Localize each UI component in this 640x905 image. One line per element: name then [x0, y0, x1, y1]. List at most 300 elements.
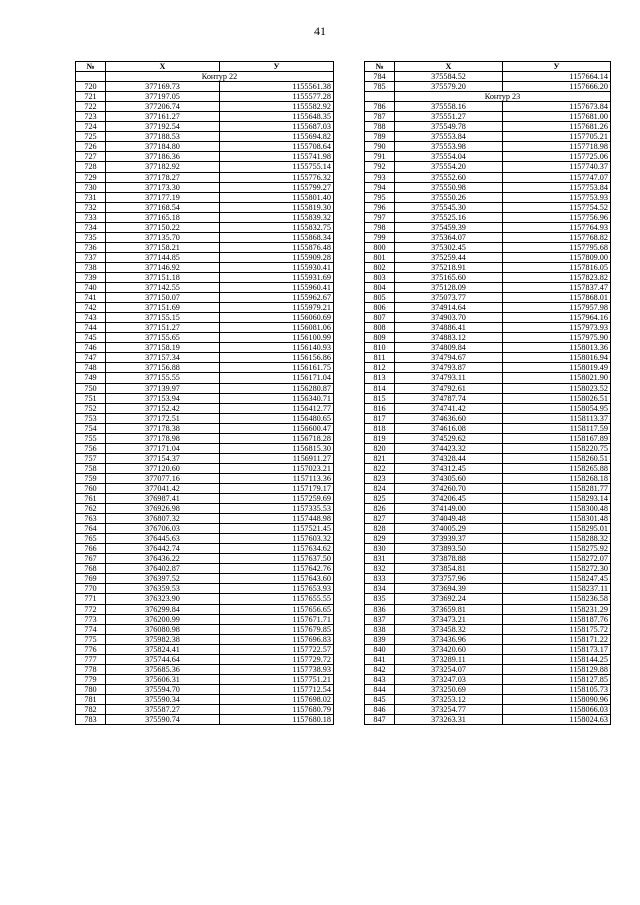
x-coordinate: 375554.20 — [395, 162, 503, 172]
x-coordinate: 377120.60 — [106, 463, 220, 473]
point-number: 790 — [365, 142, 395, 152]
y-coordinate: 1157680.18 — [220, 715, 334, 725]
y-coordinate: 1157656.65 — [220, 604, 334, 614]
y-coordinate: 1157837.47 — [503, 283, 611, 293]
contour-label: Контур 22 — [106, 72, 334, 82]
x-coordinate: 377135.70 — [106, 232, 220, 242]
table-row — [76, 132, 334, 142]
y-coordinate: 1156171.04 — [220, 373, 334, 383]
y-coordinate: 1158019.49 — [503, 363, 611, 373]
x-coordinate: 374883.12 — [395, 333, 503, 343]
point-number: 808 — [365, 323, 395, 333]
point-number: 771 — [76, 594, 106, 604]
x-coordinate: 374886.41 — [395, 323, 503, 333]
y-coordinate: 1157957.98 — [503, 303, 611, 313]
x-coordinate: 377077.16 — [106, 473, 220, 483]
point-number: 820 — [365, 443, 395, 453]
x-coordinate: 377197.05 — [106, 92, 220, 102]
x-coordinate: 375459.39 — [395, 222, 503, 232]
point-number: 724 — [76, 122, 106, 132]
table-row — [365, 443, 611, 453]
x-coordinate: 375128.09 — [395, 283, 503, 293]
point-number: 845 — [365, 694, 395, 704]
x-coordinate: 376442.74 — [106, 544, 220, 554]
point-number: 812 — [365, 363, 395, 373]
table-row — [365, 112, 611, 122]
table-row — [76, 413, 334, 423]
table-row — [76, 323, 334, 333]
point-number: 838 — [365, 624, 395, 634]
contour-header-row — [76, 72, 334, 82]
y-coordinate: 1157681.00 — [503, 112, 611, 122]
x-coordinate: 373854.81 — [395, 564, 503, 574]
point-number: 783 — [76, 715, 106, 725]
y-coordinate: 1157664.14 — [503, 72, 611, 82]
point-number: 759 — [76, 473, 106, 483]
point-number: 794 — [365, 182, 395, 192]
y-coordinate: 1158265.88 — [503, 463, 611, 473]
point-number: 753 — [76, 413, 106, 423]
x-coordinate: 373436.96 — [395, 634, 503, 644]
x-coordinate: 374792.61 — [395, 383, 503, 393]
point-number: 825 — [365, 494, 395, 504]
x-coordinate: 374312.45 — [395, 463, 503, 473]
point-number: 829 — [365, 534, 395, 544]
y-coordinate: 1158293.14 — [503, 494, 611, 504]
point-number: 796 — [365, 202, 395, 212]
y-coordinate: 1156060.69 — [220, 313, 334, 323]
x-coordinate: 375550.98 — [395, 182, 503, 192]
point-number: 832 — [365, 564, 395, 574]
y-coordinate: 1158023.52 — [503, 383, 611, 393]
point-number: 793 — [365, 172, 395, 182]
y-coordinate: 1155832.75 — [220, 222, 334, 232]
point-number: 772 — [76, 604, 106, 614]
x-coordinate: 377178.98 — [106, 433, 220, 443]
table-row — [365, 564, 611, 574]
y-coordinate: 1155577.28 — [220, 92, 334, 102]
y-coordinate: 1155868.34 — [220, 232, 334, 242]
x-coordinate: 377157.34 — [106, 353, 220, 363]
y-coordinate: 1158175.72 — [503, 624, 611, 634]
table-row — [76, 343, 334, 353]
y-coordinate: 1155687.03 — [220, 122, 334, 132]
table-row — [76, 524, 334, 534]
y-coordinate: 1157964.16 — [503, 313, 611, 323]
x-coordinate: 377150.07 — [106, 293, 220, 303]
x-coordinate: 373250.69 — [395, 684, 503, 694]
y-coordinate: 1155776.32 — [220, 172, 334, 182]
y-coordinate: 1156280.87 — [220, 383, 334, 393]
x-coordinate: 375982.38 — [106, 634, 220, 644]
x-coordinate: 377152.42 — [106, 403, 220, 413]
point-number: 823 — [365, 473, 395, 483]
point-number: 742 — [76, 303, 106, 313]
x-coordinate: 375218.91 — [395, 262, 503, 272]
y-coordinate: 1158288.32 — [503, 534, 611, 544]
x-coordinate: 374049.48 — [395, 514, 503, 524]
x-coordinate: 377155.55 — [106, 373, 220, 383]
point-number: 846 — [365, 705, 395, 715]
table-row — [76, 514, 334, 524]
point-number: 748 — [76, 363, 106, 373]
point-number: 780 — [76, 684, 106, 694]
y-coordinate: 1157816.05 — [503, 262, 611, 272]
x-coordinate: 377178.38 — [106, 423, 220, 433]
y-coordinate: 1158300.48 — [503, 504, 611, 514]
table-row — [365, 453, 611, 463]
point-number: 736 — [76, 242, 106, 252]
y-coordinate: 1157679.85 — [220, 624, 334, 634]
table-row — [76, 383, 334, 393]
point-number: 721 — [76, 92, 106, 102]
table-row — [76, 192, 334, 202]
table-row — [76, 333, 334, 343]
point-number: 766 — [76, 544, 106, 554]
table-row — [365, 373, 611, 383]
y-coordinate: 1158260.51 — [503, 453, 611, 463]
point-number: 809 — [365, 333, 395, 343]
point-number: 792 — [365, 162, 395, 172]
y-coordinate: 1158281.77 — [503, 483, 611, 493]
table-row — [76, 634, 334, 644]
table-row — [76, 584, 334, 594]
y-coordinate: 1157768.82 — [503, 232, 611, 242]
x-coordinate: 375824.41 — [106, 644, 220, 654]
y-coordinate: 1155931.69 — [220, 272, 334, 282]
y-coordinate: 1158295.01 — [503, 524, 611, 534]
x-coordinate: 375606.31 — [106, 674, 220, 684]
point-number: 767 — [76, 554, 106, 564]
x-coordinate: 375545.30 — [395, 202, 503, 212]
point-number: 797 — [365, 212, 395, 222]
y-coordinate: 1157753.84 — [503, 182, 611, 192]
y-coordinate: 1157179.17 — [220, 483, 334, 493]
point-number: 732 — [76, 202, 106, 212]
y-coordinate: 1157753.93 — [503, 192, 611, 202]
table-row — [365, 383, 611, 393]
x-coordinate: 373757.96 — [395, 574, 503, 584]
table-row — [76, 644, 334, 654]
table-row — [365, 684, 611, 694]
y-coordinate: 1158021.90 — [503, 373, 611, 383]
y-coordinate: 1158275.92 — [503, 544, 611, 554]
y-coordinate: 1157809.00 — [503, 252, 611, 262]
x-coordinate: 374005.29 — [395, 524, 503, 534]
x-coordinate: 374529.62 — [395, 433, 503, 443]
table-row — [365, 132, 611, 142]
table-row — [365, 262, 611, 272]
x-coordinate: 376987.41 — [106, 494, 220, 504]
y-coordinate: 1157705.21 — [503, 132, 611, 142]
y-coordinate: 1158220.75 — [503, 443, 611, 453]
x-coordinate: 374914.64 — [395, 303, 503, 313]
y-coordinate: 1158231.29 — [503, 604, 611, 614]
point-number: 840 — [365, 644, 395, 654]
table-row — [76, 222, 334, 232]
point-number: 782 — [76, 705, 106, 715]
table-row — [76, 122, 334, 132]
y-coordinate: 1155648.35 — [220, 112, 334, 122]
table-row — [365, 624, 611, 634]
table-row — [365, 413, 611, 423]
table-row — [365, 283, 611, 293]
y-coordinate: 1158117.59 — [503, 423, 611, 433]
table-row — [365, 664, 611, 674]
x-coordinate: 375558.16 — [395, 102, 503, 112]
table-row — [76, 554, 334, 564]
x-coordinate: 373694.39 — [395, 584, 503, 594]
point-number: 733 — [76, 212, 106, 222]
x-coordinate: 376807.32 — [106, 514, 220, 524]
y-coordinate: 1157975.90 — [503, 333, 611, 343]
point-number: 723 — [76, 112, 106, 122]
y-coordinate: 1157259.69 — [220, 494, 334, 504]
point-number: 831 — [365, 554, 395, 564]
point-number: 762 — [76, 504, 106, 514]
point-number: 827 — [365, 514, 395, 524]
point-number: 785 — [365, 82, 395, 92]
point-number: 795 — [365, 192, 395, 202]
x-coordinate: 375551.27 — [395, 112, 503, 122]
point-number: 745 — [76, 333, 106, 343]
x-coordinate: 377151.18 — [106, 272, 220, 282]
table-row — [365, 343, 611, 353]
table-row — [365, 82, 611, 92]
point-number: 781 — [76, 694, 106, 704]
table-row — [365, 323, 611, 333]
x-coordinate: 377178.27 — [106, 172, 220, 182]
y-coordinate: 1157764.93 — [503, 222, 611, 232]
table-row — [365, 705, 611, 715]
table-row — [76, 102, 334, 112]
x-coordinate: 377186.36 — [106, 152, 220, 162]
y-coordinate: 1157823.82 — [503, 272, 611, 282]
x-coordinate: 375259.44 — [395, 252, 503, 262]
x-coordinate: 373420.60 — [395, 644, 503, 654]
x-coordinate: 377142.55 — [106, 283, 220, 293]
x-coordinate: 377188.53 — [106, 132, 220, 142]
y-coordinate: 1157023.21 — [220, 463, 334, 473]
x-coordinate: 374793.87 — [395, 363, 503, 373]
y-coordinate: 1157740.37 — [503, 162, 611, 172]
point-number: 735 — [76, 232, 106, 242]
point-number: 725 — [76, 132, 106, 142]
y-coordinate: 1155930.41 — [220, 262, 334, 272]
x-coordinate: 376706.03 — [106, 524, 220, 534]
table-row — [365, 212, 611, 222]
y-coordinate: 1158167.89 — [503, 433, 611, 443]
table-row — [76, 303, 334, 313]
table-row — [76, 403, 334, 413]
table-row — [365, 504, 611, 514]
point-number: 811 — [365, 353, 395, 363]
x-coordinate: 377165.18 — [106, 212, 220, 222]
table-row — [76, 473, 334, 483]
point-number: 788 — [365, 122, 395, 132]
table-row — [76, 604, 334, 614]
table-row — [365, 152, 611, 162]
table-row — [365, 293, 611, 303]
y-coordinate: 1155799.27 — [220, 182, 334, 192]
y-coordinate: 1158144.25 — [503, 654, 611, 664]
x-coordinate: 374787.74 — [395, 393, 503, 403]
x-coordinate: 377151.27 — [106, 323, 220, 333]
point-number: 770 — [76, 584, 106, 594]
table-row — [365, 182, 611, 192]
point-number: 729 — [76, 172, 106, 182]
x-coordinate: 374741.42 — [395, 403, 503, 413]
table-row — [365, 303, 611, 313]
y-coordinate: 1158113.37 — [503, 413, 611, 423]
table-row — [76, 674, 334, 684]
x-coordinate: 373878.88 — [395, 554, 503, 564]
table-row — [365, 423, 611, 433]
point-number: 787 — [365, 112, 395, 122]
x-coordinate: 377041.42 — [106, 483, 220, 493]
y-coordinate: 1157973.93 — [503, 323, 611, 333]
x-coordinate: 377158.19 — [106, 343, 220, 353]
point-number: 768 — [76, 564, 106, 574]
table-row — [76, 172, 334, 182]
y-coordinate: 1155979.21 — [220, 303, 334, 313]
y-coordinate: 1155708.64 — [220, 142, 334, 152]
table-row — [365, 162, 611, 172]
table-row — [76, 494, 334, 504]
point-number: 828 — [365, 524, 395, 534]
table-row — [76, 574, 334, 584]
table-row — [76, 242, 334, 252]
table-row — [76, 664, 334, 674]
table-row — [365, 483, 611, 493]
x-coordinate: 376436.22 — [106, 554, 220, 564]
point-number: 814 — [365, 383, 395, 393]
x-coordinate: 377150.22 — [106, 222, 220, 232]
x-coordinate: 374636.60 — [395, 413, 503, 423]
header-x: X — [106, 62, 220, 72]
point-number: 835 — [365, 594, 395, 604]
contour-header-row — [365, 92, 611, 102]
y-coordinate: 1158066.03 — [503, 705, 611, 715]
table-row — [76, 293, 334, 303]
table-row — [365, 72, 611, 82]
point-number: 810 — [365, 343, 395, 353]
table-row — [76, 262, 334, 272]
y-coordinate: 1158054.95 — [503, 403, 611, 413]
x-coordinate: 375073.77 — [395, 293, 503, 303]
y-coordinate: 1156100.99 — [220, 333, 334, 343]
x-coordinate: 373473.21 — [395, 614, 503, 624]
x-coordinate: 374149.00 — [395, 504, 503, 514]
table-row — [76, 162, 334, 172]
point-number: 747 — [76, 353, 106, 363]
x-coordinate: 377144.85 — [106, 252, 220, 262]
point-number: 755 — [76, 433, 106, 443]
x-coordinate: 377161.27 — [106, 112, 220, 122]
point-number: 760 — [76, 483, 106, 493]
x-coordinate: 374903.70 — [395, 313, 503, 323]
table-row — [76, 272, 334, 282]
x-coordinate: 376397.52 — [106, 574, 220, 584]
y-coordinate: 1157681.26 — [503, 122, 611, 132]
point-number: 757 — [76, 453, 106, 463]
point-number: 803 — [365, 272, 395, 282]
x-coordinate: 377173.30 — [106, 182, 220, 192]
point-number: 769 — [76, 574, 106, 584]
table-row — [365, 544, 611, 554]
y-coordinate: 1158026.51 — [503, 393, 611, 403]
point-number: 801 — [365, 252, 395, 262]
point-number: 784 — [365, 72, 395, 82]
point-number: 779 — [76, 674, 106, 684]
y-coordinate: 1155962.67 — [220, 293, 334, 303]
x-coordinate: 375579.20 — [395, 82, 503, 92]
y-coordinate: 1156600.47 — [220, 423, 334, 433]
table-row — [365, 574, 611, 584]
x-coordinate: 377155.15 — [106, 313, 220, 323]
point-number: 773 — [76, 614, 106, 624]
table-row — [76, 182, 334, 192]
table-row — [365, 333, 611, 343]
point-number: 826 — [365, 504, 395, 514]
x-coordinate: 374206.45 — [395, 494, 503, 504]
x-coordinate: 375594.70 — [106, 684, 220, 694]
x-coordinate: 374793.11 — [395, 373, 503, 383]
y-coordinate: 1156161.75 — [220, 363, 334, 373]
point-number: 761 — [76, 494, 106, 504]
x-coordinate: 376926.98 — [106, 504, 220, 514]
table-row — [76, 423, 334, 433]
table-header-row — [365, 62, 611, 72]
y-coordinate: 1158016.94 — [503, 353, 611, 363]
point-number: 799 — [365, 232, 395, 242]
y-coordinate: 1156815.30 — [220, 443, 334, 453]
y-coordinate: 1155960.41 — [220, 283, 334, 293]
point-number: 813 — [365, 373, 395, 383]
y-coordinate: 1157725.06 — [503, 152, 611, 162]
table-row — [365, 494, 611, 504]
y-coordinate: 1156412.77 — [220, 403, 334, 413]
y-coordinate: 1158268.18 — [503, 473, 611, 483]
table-row — [365, 524, 611, 534]
x-coordinate: 373692.24 — [395, 594, 503, 604]
point-number: 737 — [76, 252, 106, 262]
table-row — [365, 222, 611, 232]
point-number: 756 — [76, 443, 106, 453]
point-number: 822 — [365, 463, 395, 473]
table-row — [76, 463, 334, 473]
table-row — [76, 393, 334, 403]
table-row — [76, 353, 334, 363]
y-coordinate: 1157671.71 — [220, 614, 334, 624]
point-number: 764 — [76, 524, 106, 534]
y-coordinate: 1155876.48 — [220, 242, 334, 252]
x-coordinate: 377168.54 — [106, 202, 220, 212]
point-number: 731 — [76, 192, 106, 202]
table-row — [365, 694, 611, 704]
point-number: 765 — [76, 534, 106, 544]
y-coordinate: 1157603.32 — [220, 534, 334, 544]
x-coordinate: 374260.70 — [395, 483, 503, 493]
table-row — [365, 363, 611, 373]
y-coordinate: 1157666.20 — [503, 82, 611, 92]
point-number: 740 — [76, 283, 106, 293]
table-row — [76, 252, 334, 262]
contour-label: Контур 23 — [395, 92, 611, 102]
table-row — [365, 142, 611, 152]
x-coordinate: 377177.19 — [106, 192, 220, 202]
x-coordinate: 373263.31 — [395, 715, 503, 725]
